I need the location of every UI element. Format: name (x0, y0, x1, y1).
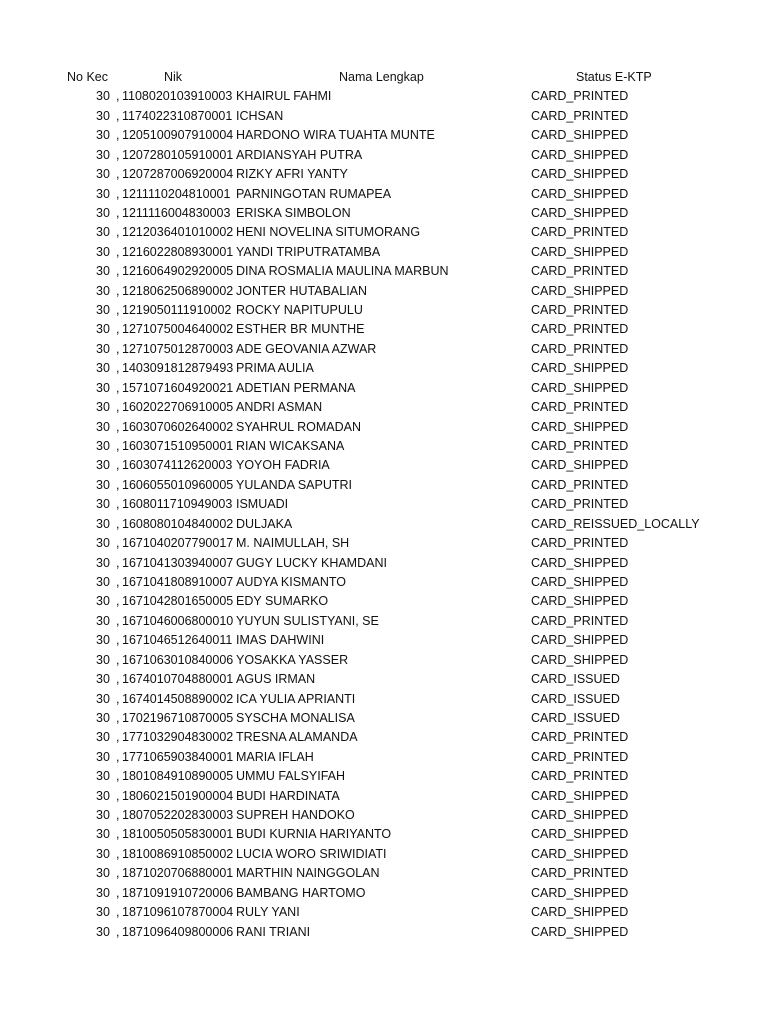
table-row (0, 437, 768, 456)
cell-nama-lengkap: LUCIA WORO SRIWIDIATI (236, 846, 387, 861)
cell-separator: , (116, 108, 120, 123)
table-row (0, 262, 768, 281)
cell-separator: , (116, 672, 120, 687)
cell-nik: 1671040207790017 (122, 536, 234, 551)
cell-no-kec: 30 (96, 439, 110, 454)
cell-nik: 1608011710949003 (122, 497, 233, 512)
cell-nama-lengkap: RULY YANI (236, 905, 300, 920)
cell-nik: 1271075004640002 (122, 322, 234, 337)
cell-nik: 1212036401010002 (122, 225, 234, 240)
cell-status-ektp: CARD_SHIPPED (531, 633, 629, 648)
cell-separator: , (116, 652, 120, 667)
cell-status-ektp: CARD_SHIPPED (531, 574, 629, 589)
cell-nik: 1571071604920021 (122, 380, 234, 395)
cell-no-kec: 30 (96, 691, 110, 706)
cell-nik: 1771065903840001 (122, 749, 234, 764)
cell-no-kec: 30 (96, 516, 110, 531)
cell-nik: 1211116004830003 (122, 205, 231, 220)
table-row (0, 126, 768, 145)
cell-no-kec: 30 (96, 536, 110, 551)
cell-no-kec: 30 (96, 672, 110, 687)
cell-separator: , (116, 322, 120, 337)
cell-no-kec: 30 (96, 225, 110, 240)
cell-nama-lengkap: MARIA IFLAH (236, 749, 314, 764)
table-row (0, 690, 768, 709)
cell-no-kec: 30 (96, 89, 110, 104)
table-row (0, 651, 768, 670)
table-row (0, 884, 768, 903)
cell-separator: , (116, 89, 120, 104)
cell-nik: 1771032904830002 (122, 730, 234, 745)
cell-nik: 1603074112620003 (122, 458, 233, 473)
cell-nama-lengkap: YOYOH FADRIA (236, 458, 330, 473)
cell-separator: , (116, 303, 120, 318)
cell-status-ektp: CARD_PRINTED (531, 303, 629, 318)
cell-no-kec: 30 (96, 555, 110, 570)
cell-status-ektp: CARD_PRINTED (531, 749, 629, 764)
table-row (0, 864, 768, 883)
header-no-kec: No Kec (67, 70, 108, 84)
cell-nik: 1674014508890002 (122, 691, 234, 706)
cell-status-ektp: CARD_SHIPPED (531, 419, 629, 434)
cell-separator: , (116, 536, 120, 551)
cell-status-ektp: CARD_PRINTED (531, 341, 629, 356)
cell-nik: 1108020103910003 (122, 89, 233, 104)
cell-nik: 1810086910850002 (122, 846, 234, 861)
cell-nama-lengkap: YANDI TRIPUTRATAMBA (236, 244, 381, 259)
cell-nama-lengkap: SYSCHA MONALISA (236, 710, 355, 725)
cell-no-kec: 30 (96, 322, 110, 337)
cell-nik: 1271075012870003 (122, 341, 234, 356)
cell-separator: , (116, 594, 120, 609)
cell-separator: , (116, 147, 120, 162)
cell-status-ektp: CARD_SHIPPED (531, 594, 629, 609)
cell-status-ektp: CARD_PRINTED (531, 400, 629, 415)
table-row (0, 515, 768, 534)
cell-nama-lengkap: RANI TRIANI (236, 924, 311, 939)
cell-no-kec: 30 (96, 827, 110, 842)
cell-separator: , (116, 613, 120, 628)
cell-nik: 1671042801650005 (122, 594, 234, 609)
cell-nama-lengkap: ARDIANSYAH PUTRA (236, 147, 363, 162)
cell-status-ektp: CARD_PRINTED (531, 89, 629, 104)
table-row (0, 845, 768, 864)
cell-status-ektp: CARD_SHIPPED (531, 788, 629, 803)
cell-separator: , (116, 361, 120, 376)
cell-nama-lengkap: AUDYA KISMANTO (236, 574, 346, 589)
cell-nama-lengkap: HENI NOVELINA SITUMORANG (236, 225, 421, 240)
cell-status-ektp: CARD_SHIPPED (531, 846, 629, 861)
cell-status-ektp: CARD_SHIPPED (531, 808, 629, 823)
cell-separator: , (116, 167, 120, 182)
cell-separator: , (116, 283, 120, 298)
table-row (0, 223, 768, 242)
cell-separator: , (116, 205, 120, 220)
cell-no-kec: 30 (96, 264, 110, 279)
cell-nik: 1205100907910004 (122, 128, 234, 143)
cell-nik: 1871096409800006 (122, 924, 234, 939)
cell-nik: 1810050505830001 (122, 827, 234, 842)
cell-separator: , (116, 846, 120, 861)
table-row (0, 340, 768, 359)
cell-nik: 1702196710870005 (122, 710, 234, 725)
cell-nama-lengkap: DULJAKA (236, 516, 293, 531)
table-header (0, 68, 768, 87)
cell-nik: 1671041303940007 (122, 555, 234, 570)
cell-no-kec: 30 (96, 361, 110, 376)
cell-no-kec: 30 (96, 108, 110, 123)
cell-separator: , (116, 264, 120, 279)
cell-nama-lengkap: ROCKY NAPITUPULU (236, 303, 363, 318)
cell-status-ektp: CARD_SHIPPED (531, 167, 629, 182)
cell-no-kec: 30 (96, 730, 110, 745)
cell-no-kec: 30 (96, 594, 110, 609)
table-row (0, 359, 768, 378)
cell-no-kec: 30 (96, 846, 110, 861)
cell-no-kec: 30 (96, 477, 110, 492)
table-row (0, 573, 768, 592)
cell-nik: 1674010704880001 (122, 672, 234, 687)
cell-nama-lengkap: AGUS IRMAN (236, 672, 316, 687)
cell-status-ektp: CARD_SHIPPED (531, 380, 629, 395)
cell-nama-lengkap: RIAN WICAKSANA (236, 439, 345, 454)
cell-nik: 1807052202830003 (122, 808, 234, 823)
cell-nik: 1806021501900004 (122, 788, 234, 803)
cell-no-kec: 30 (96, 924, 110, 939)
cell-no-kec: 30 (96, 167, 110, 182)
cell-no-kec: 30 (96, 205, 110, 220)
cell-nama-lengkap: PARNINGOTAN RUMAPEA (236, 186, 392, 201)
table-row (0, 418, 768, 437)
cell-status-ektp: CARD_REISSUED_LOCALLY (531, 516, 700, 531)
table-row (0, 204, 768, 223)
cell-status-ektp: CARD_SHIPPED (531, 283, 629, 298)
cell-nik: 1207280105910001 (122, 147, 234, 162)
cell-no-kec: 30 (96, 633, 110, 648)
table-row (0, 748, 768, 767)
cell-nama-lengkap: SUPREH HANDOKO (236, 808, 355, 823)
cell-separator: , (116, 400, 120, 415)
cell-status-ektp: CARD_SHIPPED (531, 924, 629, 939)
cell-no-kec: 30 (96, 866, 110, 881)
cell-status-ektp: CARD_PRINTED (531, 439, 629, 454)
table-row (0, 301, 768, 320)
cell-status-ektp: CARD_SHIPPED (531, 652, 629, 667)
table-row (0, 320, 768, 339)
cell-nik: 1671046512640011 (122, 633, 233, 648)
cell-status-ektp: CARD_ISSUED (531, 691, 620, 706)
cell-nama-lengkap: ADETIAN PERMANA (236, 380, 356, 395)
cell-no-kec: 30 (96, 380, 110, 395)
table-row (0, 146, 768, 165)
cell-nama-lengkap: TRESNA ALAMANDA (236, 730, 358, 745)
table-row (0, 767, 768, 786)
cell-no-kec: 30 (96, 283, 110, 298)
cell-status-ektp: CARD_SHIPPED (531, 458, 629, 473)
cell-nama-lengkap: KHAIRUL FAHMI (236, 89, 332, 104)
cell-nik: 1801084910890005 (122, 769, 234, 784)
cell-nama-lengkap: MARTHIN NAINGGOLAN (236, 866, 380, 881)
cell-separator: , (116, 225, 120, 240)
cell-nik: 1403091812879493 (122, 361, 234, 376)
cell-status-ektp: CARD_SHIPPED (531, 186, 629, 201)
cell-separator: , (116, 691, 120, 706)
cell-status-ektp: CARD_SHIPPED (531, 905, 629, 920)
cell-no-kec: 30 (96, 574, 110, 589)
cell-nik: 1602022706910005 (122, 400, 234, 415)
table-row (0, 923, 768, 942)
table-row (0, 185, 768, 204)
cell-no-kec: 30 (96, 400, 110, 415)
cell-status-ektp: CARD_PRINTED (531, 108, 629, 123)
cell-separator: , (116, 710, 120, 725)
cell-separator: , (116, 128, 120, 143)
cell-nama-lengkap: ANDRI ASMAN (236, 400, 323, 415)
cell-separator: , (116, 788, 120, 803)
cell-separator: , (116, 516, 120, 531)
cell-nik: 1211110204810001 (122, 186, 231, 201)
table-row (0, 456, 768, 475)
cell-nik: 1207287006920004 (122, 167, 234, 182)
table-row (0, 476, 768, 495)
cell-nama-lengkap: DINA ROSMALIA MAULINA MARBUN (236, 264, 449, 279)
cell-status-ektp: CARD_SHIPPED (531, 361, 629, 376)
cell-no-kec: 30 (96, 788, 110, 803)
cell-status-ektp: CARD_SHIPPED (531, 244, 629, 259)
header-nik: Nik (164, 70, 183, 84)
cell-nama-lengkap: IMAS DAHWINI (236, 633, 325, 648)
cell-nama-lengkap: RIZKY AFRI YANTY (236, 167, 348, 182)
header-status-ektp: Status E-KTP (576, 70, 652, 84)
cell-no-kec: 30 (96, 808, 110, 823)
cell-no-kec: 30 (96, 769, 110, 784)
table-row (0, 631, 768, 650)
cell-nik: 1871091910720006 (122, 885, 234, 900)
cell-no-kec: 30 (96, 749, 110, 764)
cell-nik: 1216064902920005 (122, 264, 234, 279)
cell-separator: , (116, 905, 120, 920)
cell-status-ektp: CARD_PRINTED (531, 225, 629, 240)
cell-status-ektp: CARD_PRINTED (531, 264, 629, 279)
cell-separator: , (116, 924, 120, 939)
cell-separator: , (116, 497, 120, 512)
cell-separator: , (116, 866, 120, 881)
table-row (0, 670, 768, 689)
cell-nama-lengkap: ICHSAN (236, 108, 284, 123)
table-row (0, 612, 768, 631)
cell-nama-lengkap: BAMBANG HARTOMO (236, 885, 366, 900)
cell-no-kec: 30 (96, 303, 110, 318)
cell-no-kec: 30 (96, 905, 110, 920)
cell-no-kec: 30 (96, 885, 110, 900)
cell-nik: 1606055010960005 (122, 477, 234, 492)
table-row (0, 379, 768, 398)
cell-nik: 1219050111910002 (122, 303, 232, 318)
cell-status-ektp: CARD_SHIPPED (531, 555, 629, 570)
table-row (0, 398, 768, 417)
cell-nama-lengkap: UMMU FALSYIFAH (236, 769, 346, 784)
cell-nik: 1871096107870004 (122, 905, 234, 920)
cell-nama-lengkap: JONTER HUTABALIAN (236, 283, 368, 298)
cell-nama-lengkap: ICA YULIA APRIANTI (236, 691, 356, 706)
table-row (0, 709, 768, 728)
table-body (0, 87, 768, 942)
cell-nama-lengkap: ISMUADI (236, 497, 289, 512)
cell-separator: , (116, 749, 120, 764)
cell-nama-lengkap: HARDONO WIRA TUAHTA MUNTE (236, 128, 435, 143)
cell-separator: , (116, 419, 120, 434)
table-row (0, 243, 768, 262)
table-row (0, 787, 768, 806)
cell-no-kec: 30 (96, 186, 110, 201)
table-row (0, 903, 768, 922)
cell-status-ektp: CARD_PRINTED (531, 497, 629, 512)
cell-separator: , (116, 458, 120, 473)
cell-separator: , (116, 380, 120, 395)
cell-nik: 1671041808910007 (122, 574, 234, 589)
cell-nama-lengkap: YULANDA SAPUTRI (236, 477, 353, 492)
cell-no-kec: 30 (96, 419, 110, 434)
cell-status-ektp: CARD_PRINTED (531, 730, 629, 745)
cell-status-ektp: CARD_ISSUED (531, 672, 620, 687)
table-row (0, 107, 768, 126)
cell-no-kec: 30 (96, 497, 110, 512)
cell-no-kec: 30 (96, 613, 110, 628)
cell-nama-lengkap: M. NAIMULLAH, SH (236, 536, 350, 551)
cell-status-ektp: CARD_PRINTED (531, 477, 629, 492)
cell-separator: , (116, 477, 120, 492)
cell-nama-lengkap: BUDI HARDINATA (236, 788, 340, 803)
table-row (0, 87, 768, 106)
cell-nama-lengkap: YUYUN SULISTYANI, SE (236, 613, 379, 628)
cell-nik: 1216022808930001 (122, 244, 234, 259)
cell-nama-lengkap: ESTHER BR MUNTHE (236, 322, 365, 337)
cell-no-kec: 30 (96, 458, 110, 473)
cell-nik: 1871020706880001 (122, 866, 234, 881)
cell-separator: , (116, 244, 120, 259)
cell-no-kec: 30 (96, 341, 110, 356)
cell-nik: 1671046006800010 (122, 613, 234, 628)
cell-separator: , (116, 341, 120, 356)
cell-status-ektp: CARD_ISSUED (531, 710, 620, 725)
table-row (0, 592, 768, 611)
cell-status-ektp: CARD_PRINTED (531, 536, 629, 551)
cell-separator: , (116, 555, 120, 570)
data-table (0, 68, 768, 942)
cell-status-ektp: CARD_PRINTED (531, 322, 629, 337)
cell-nama-lengkap: EDY SUMARKO (236, 594, 329, 609)
cell-nama-lengkap: SYAHRUL ROMADAN (236, 419, 362, 434)
cell-nama-lengkap: PRIMA AULIA (236, 361, 314, 376)
cell-status-ektp: CARD_SHIPPED (531, 827, 629, 842)
cell-separator: , (116, 769, 120, 784)
cell-separator: , (116, 730, 120, 745)
cell-nama-lengkap: YOSAKKA YASSER (236, 652, 349, 667)
table-row (0, 165, 768, 184)
cell-separator: , (116, 439, 120, 454)
table-row (0, 728, 768, 747)
cell-separator: , (116, 885, 120, 900)
cell-nik: 1603070602640002 (122, 419, 234, 434)
cell-status-ektp: CARD_SHIPPED (531, 128, 629, 143)
cell-no-kec: 30 (96, 244, 110, 259)
cell-separator: , (116, 827, 120, 842)
table-row (0, 806, 768, 825)
cell-nama-lengkap: BUDI KURNIA HARIYANTO (236, 827, 392, 842)
cell-nama-lengkap: ERISKA SIMBOLON (236, 205, 351, 220)
cell-nik: 1603071510950001 (122, 439, 234, 454)
cell-nik: 1174022310870001 (122, 108, 233, 123)
cell-separator: , (116, 808, 120, 823)
cell-nik: 1608080104840002 (122, 516, 234, 531)
cell-nik: 1671063010840006 (122, 652, 234, 667)
table-row (0, 825, 768, 844)
cell-nama-lengkap: GUGY LUCKY KHAMDANI (236, 555, 387, 570)
cell-nama-lengkap: ADE GEOVANIA AZWAR (236, 341, 377, 356)
cell-nik: 1218062506890002 (122, 283, 234, 298)
cell-status-ektp: CARD_PRINTED (531, 866, 629, 881)
cell-status-ektp: CARD_SHIPPED (531, 885, 629, 900)
cell-status-ektp: CARD_SHIPPED (531, 205, 629, 220)
table-row (0, 282, 768, 301)
table-row (0, 495, 768, 514)
table-row (0, 534, 768, 553)
cell-no-kec: 30 (96, 147, 110, 162)
cell-separator: , (116, 574, 120, 589)
cell-no-kec: 30 (96, 128, 110, 143)
cell-no-kec: 30 (96, 652, 110, 667)
header-nama-lengkap: Nama Lengkap (339, 70, 424, 84)
table-row (0, 554, 768, 573)
cell-status-ektp: CARD_PRINTED (531, 613, 629, 628)
cell-no-kec: 30 (96, 710, 110, 725)
cell-separator: , (116, 186, 120, 201)
cell-status-ektp: CARD_PRINTED (531, 769, 629, 784)
cell-status-ektp: CARD_SHIPPED (531, 147, 629, 162)
cell-separator: , (116, 633, 120, 648)
